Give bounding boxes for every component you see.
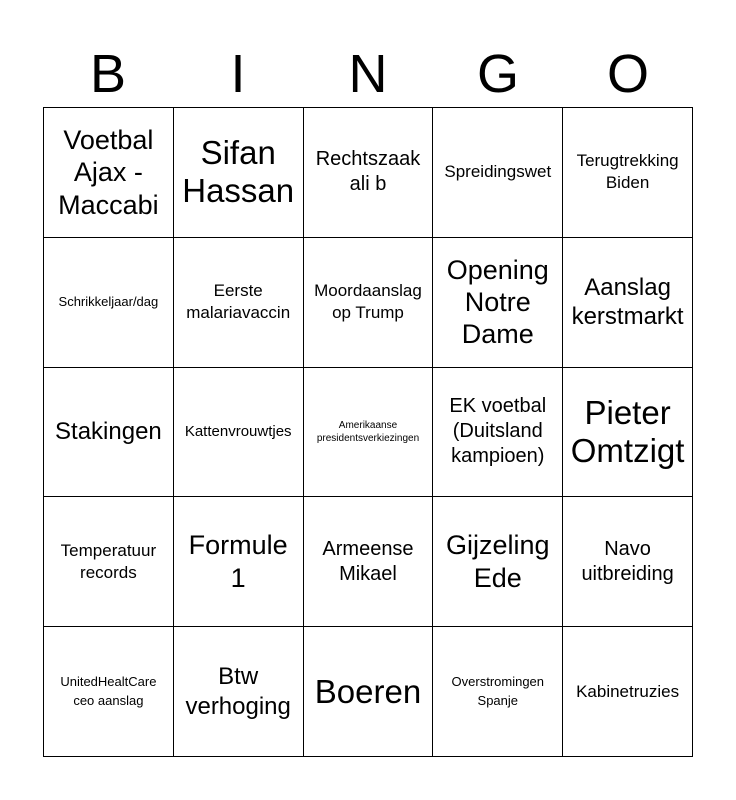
bingo-cell[interactable] [304, 627, 434, 757]
header-letter-o: O [606, 44, 649, 104]
cell-text: Aanslag kerstmarkt [571, 273, 684, 331]
bingo-cell[interactable] [44, 627, 174, 757]
bingo-cell[interactable] [44, 497, 174, 627]
bingo-cell[interactable] [563, 238, 693, 368]
bingo-cell[interactable] [433, 368, 563, 498]
header-letter-i: I [230, 44, 246, 104]
bingo-cell[interactable] [433, 238, 563, 368]
bingo-cell[interactable] [563, 108, 693, 238]
bingo-cell[interactable] [563, 497, 693, 627]
cell-text: Btw verhoging [185, 663, 291, 720]
bingo-cell[interactable] [304, 368, 434, 498]
bingo-cell[interactable] [304, 238, 434, 368]
cell-text: Boeren [314, 672, 422, 710]
cell-text: Formule 1 [188, 530, 288, 593]
cell-text: Voetbal Ajax - Maccabi [58, 124, 159, 220]
header-letter-b: B [89, 44, 127, 104]
cell-text: Moordaanslag op Trump [314, 281, 422, 323]
bingo-header [43, 40, 693, 108]
bingo-cell[interactable] [304, 497, 434, 627]
cell-text: Kattenvrouwtjes [184, 423, 292, 441]
bingo-cell[interactable] [174, 238, 304, 368]
bingo-cell[interactable] [563, 627, 693, 757]
cell-text: Kabinetruzies [576, 681, 680, 701]
bingo-grid [43, 107, 693, 757]
cell-text: Spreidingswet [444, 162, 552, 182]
cell-text: Pieter Omtzigt [570, 394, 685, 469]
header-letter-g: G [476, 44, 519, 104]
cell-text: Navo uitbreiding [581, 537, 674, 585]
cell-text: Stakingen [55, 418, 162, 446]
cell-text: Overstromingen Spanje [451, 674, 545, 708]
header-letter-n: N [348, 44, 388, 104]
bingo-cell[interactable] [563, 368, 693, 498]
cell-text: Eerste malariavaccin [186, 281, 291, 323]
bingo-cell[interactable] [174, 108, 304, 238]
cell-text: Sifan Hassan [182, 134, 295, 210]
cell-text: UnitedHealtCare ceo aanslag [60, 674, 157, 708]
bingo-cell[interactable] [174, 497, 304, 627]
bingo-cell[interactable] [433, 497, 563, 627]
cell-text: Opening Notre Dame [446, 254, 549, 350]
bingo-cell[interactable] [44, 238, 174, 368]
cell-text: Schrikkeljaar/dag [58, 294, 159, 310]
cell-text: Rechtszaak ali b [315, 148, 421, 196]
cell-text: Armeense Mikael [322, 537, 414, 585]
cell-text: Terugtrekking Biden [576, 151, 679, 193]
bingo-cell[interactable] [174, 627, 304, 757]
bingo-cell[interactable] [433, 108, 563, 238]
cell-text: EK voetbal (Duitsland kampioen) [449, 395, 547, 468]
bingo-cell[interactable] [433, 627, 563, 757]
bingo-cell[interactable] [44, 108, 174, 238]
bingo-cell[interactable] [44, 368, 174, 498]
cell-text: Gijzeling Ede [446, 530, 550, 593]
bingo-cell[interactable] [174, 368, 304, 498]
cell-text: Temperatuur records [60, 540, 157, 582]
cell-text: Amerikaanse presidentsverkiezingen [316, 419, 420, 444]
bingo-cell[interactable] [304, 108, 434, 238]
